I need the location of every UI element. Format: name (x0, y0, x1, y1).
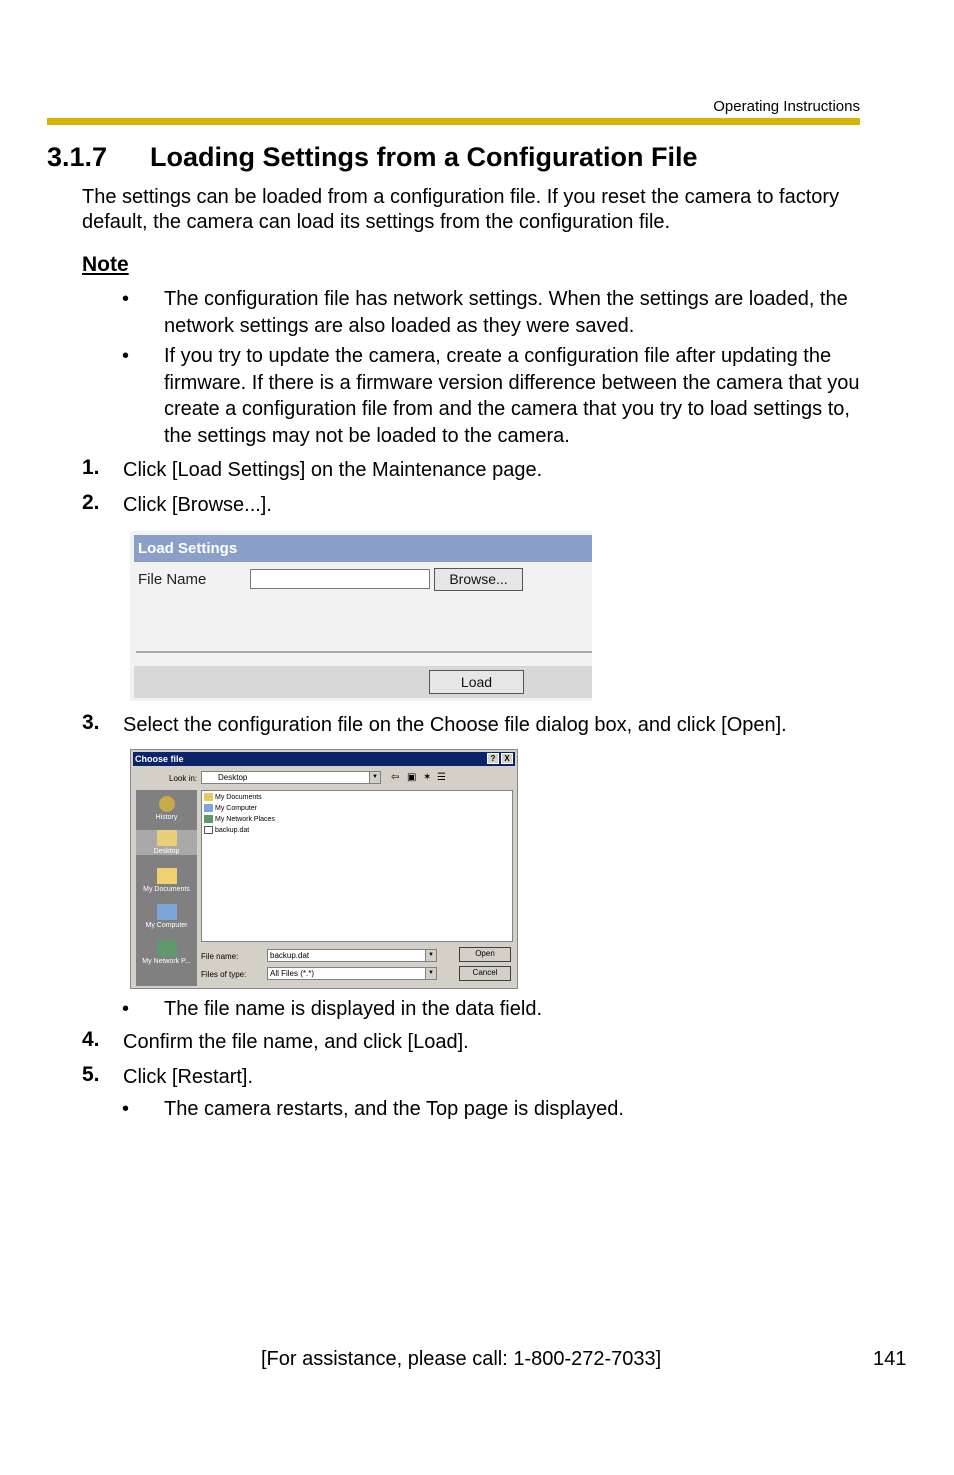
dialog-titlebar (133, 752, 515, 766)
step-text-2: Click [Browse...]. (123, 494, 272, 516)
list-item[interactable] (204, 815, 275, 823)
network-icon (157, 940, 177, 956)
panel-divider (136, 651, 592, 653)
list-item[interactable] (204, 826, 249, 834)
step-number-5: 5. (82, 1063, 100, 1086)
look-in-select[interactable] (201, 771, 381, 784)
bullet-marker: • (122, 998, 130, 1020)
step-number-3: 3. (82, 711, 100, 734)
file-name-label: File name: (201, 952, 239, 961)
place-label: History (155, 814, 178, 821)
file-name-value: backup.dat (270, 951, 310, 960)
open-button[interactable]: Open (459, 947, 511, 962)
note-bullet-2: If you try to update the camera, create a configuration file after updating the firmware. If there is a firmware version difference between the camera that you create a configuration file from and the camera that you try to load settings to, the settings may not be loaded to the camera. (164, 345, 860, 447)
load-settings-panel (130, 531, 592, 701)
page-number: 141 (873, 1348, 907, 1370)
place-my-computer[interactable] (136, 904, 197, 929)
running-header: Operating Instructions (713, 98, 860, 115)
file-name-label: File Name (138, 571, 207, 588)
computer-icon (204, 804, 213, 812)
step-text-4: Confirm the file name, and click [Load]. (123, 1031, 469, 1053)
header-rule (47, 118, 860, 125)
bullet-marker: • (122, 288, 130, 310)
load-button[interactable]: Load (429, 670, 524, 694)
file-type-label: Files of type: (201, 970, 247, 979)
look-in-label: Look in: (169, 774, 198, 783)
chevron-down-icon: ▼ (369, 772, 380, 783)
chevron-down-icon: ▼ (425, 968, 436, 979)
file-label: My Documents (215, 793, 262, 801)
computer-icon (157, 904, 177, 920)
places-bar (136, 790, 197, 986)
network-icon (204, 815, 213, 823)
file-type-value: All Files (*.*) (270, 969, 315, 978)
section-title (47, 142, 698, 173)
file-list (201, 790, 513, 942)
view-menu-icon[interactable]: ☰ (437, 772, 446, 783)
place-label: Desktop (153, 848, 180, 855)
chevron-down-icon: ▼ (425, 950, 436, 961)
place-label: My Computer (145, 922, 188, 929)
step-text-5: Click [Restart]. (123, 1066, 254, 1088)
bullet-marker: • (122, 1098, 130, 1120)
step-number-1: 1. (82, 456, 100, 479)
file-label: My Computer (215, 804, 258, 812)
section-number: 3.1.7 (47, 142, 108, 172)
bullet-marker: • (122, 345, 130, 367)
step-number-4: 4. (82, 1028, 100, 1051)
close-button[interactable]: X (501, 753, 513, 764)
load-settings-heading: Load Settings (134, 535, 592, 562)
place-label: My Network P... (142, 958, 191, 965)
place-my-network[interactable] (136, 940, 197, 965)
step-text-3: Select the configuration file on the Choose file dialog box, and click [Open]. (123, 714, 787, 736)
section-title-text: Loading Settings from a Configuration File (150, 142, 698, 172)
file-name-field[interactable] (267, 949, 437, 962)
file-icon (204, 826, 213, 834)
folder-icon (157, 868, 177, 884)
intro-paragraph: The settings can be loaded from a configuration file. If you reset the camera to factory default, the camera can load its settings from the configuration file. (82, 186, 840, 233)
bullet-after-step-5: The camera restarts, and the Top page is displayed. (164, 1098, 624, 1120)
place-label: My Documents (143, 886, 190, 893)
look-in-value: Desktop (218, 773, 248, 782)
step-number-2: 2. (82, 491, 100, 514)
help-button[interactable]: ? (487, 753, 499, 764)
place-history[interactable] (136, 796, 197, 821)
assistance-footer: [For assistance, please call: 1-800-272-7033] (261, 1348, 662, 1370)
bullet-after-step-3: The file name is displayed in the data field. (164, 998, 542, 1020)
desktop-icon (157, 830, 177, 846)
browse-button[interactable]: Browse... (434, 568, 523, 591)
cancel-button[interactable]: Cancel (459, 966, 511, 981)
step-text-1: Click [Load Settings] on the Maintenance page. (123, 459, 543, 481)
up-folder-icon[interactable]: ▣ (407, 772, 417, 783)
file-name-input[interactable] (250, 569, 430, 589)
file-type-select[interactable] (267, 967, 437, 980)
choose-file-dialog (130, 749, 518, 989)
note-label: Note (82, 253, 129, 276)
file-label: My Network Places (215, 815, 275, 823)
back-icon[interactable]: ⇦ (391, 772, 400, 783)
place-desktop[interactable] (136, 830, 197, 855)
list-item[interactable] (204, 804, 257, 812)
file-label: backup.dat (215, 826, 250, 834)
list-item[interactable] (204, 793, 262, 801)
new-folder-icon[interactable]: ✶ (423, 772, 432, 783)
folder-icon (204, 793, 213, 801)
dialog-title: Choose file (135, 754, 184, 764)
note-bullet-1: The configuration file has network settings. When the settings are loaded, the network settings are also loaded as they were saved. (164, 288, 848, 337)
history-icon (159, 796, 175, 812)
place-my-documents[interactable] (136, 868, 197, 893)
